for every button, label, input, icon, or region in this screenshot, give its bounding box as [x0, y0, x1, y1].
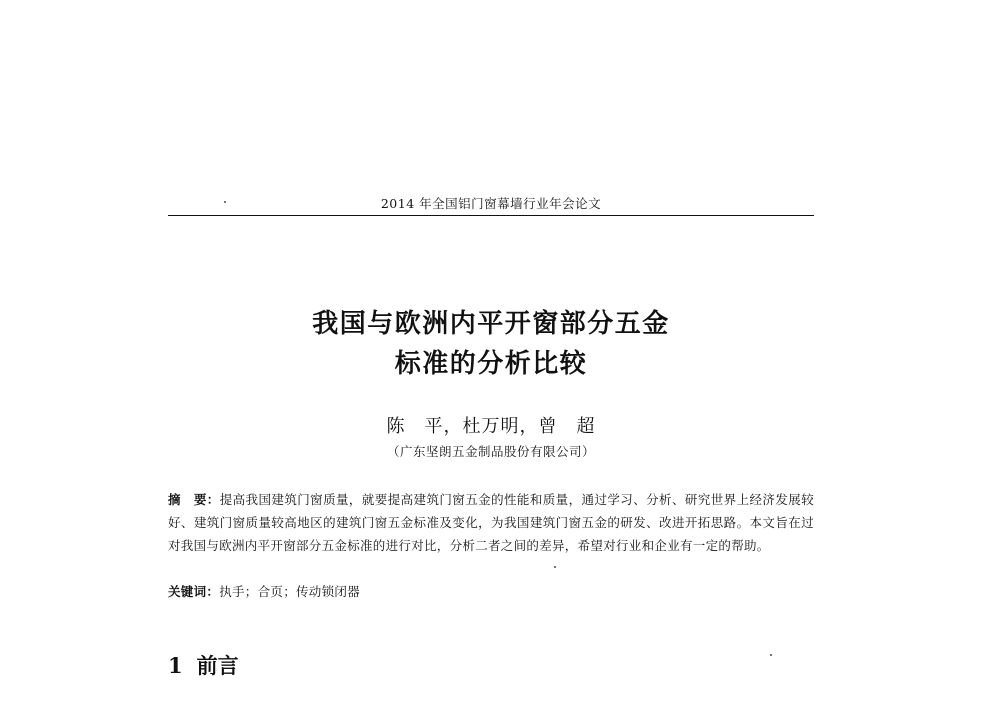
section-heading	[168, 650, 239, 680]
abstract-label: 摘 要：	[168, 492, 220, 507]
paper-title	[168, 304, 814, 384]
section-number: 1	[168, 653, 183, 678]
scan-speck	[554, 566, 556, 568]
title-line-1: 我国与欧洲内平开窗部分五金	[312, 309, 670, 339]
abstract	[168, 488, 814, 557]
running-header: 2014 年全国铝门窗幕墙行业年会论文	[380, 196, 602, 211]
keywords-text: 执手；合页；传动锁闭器	[219, 584, 361, 599]
scan-speck	[770, 654, 772, 656]
section-title: 前言	[196, 654, 239, 678]
abstract-text: 提高我国建筑门窗质量，就要提高建筑门窗五金的性能和质量，通过学习、分析、研究世界上经济发展较好、建筑门窗质量较高地区的建筑门窗五金标准及变化，为我国建筑门窗五金的研发、改进开拓思路。本文旨在过对我国与欧洲内平开窗部分五金标准的进行对比，分析二者之间的差异，希望对行业和企业有一定的帮助。	[168, 492, 815, 553]
authors: 陈 平，杜万明，曾 超	[386, 416, 596, 437]
header-rule	[168, 215, 814, 216]
affiliation: （广东坚朗五金制品股份有限公司）	[386, 444, 595, 459]
title-line-2: 标准的分析比较	[394, 349, 588, 379]
keywords-label: 关键词：	[168, 584, 220, 599]
scan-speck	[224, 201, 226, 203]
keywords	[168, 580, 814, 603]
